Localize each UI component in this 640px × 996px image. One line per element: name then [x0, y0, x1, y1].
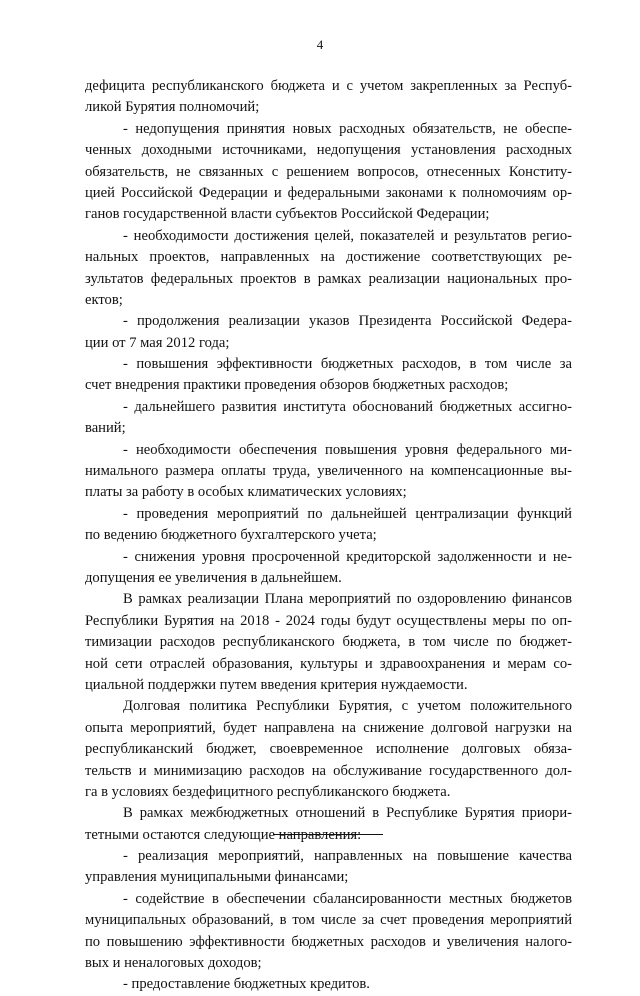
text-line: тетными остаются следующие направления: — [85, 826, 362, 843]
text-line: Республики Бурятия на 2018 - 2024 годы будут осуществлены меры по оп- — [85, 612, 572, 629]
text-line: ликой Бурятия полномочий; — [85, 99, 260, 116]
text-line: - недопущения принятия новых расходных обязательств, не обеспе- — [123, 120, 572, 137]
text-line: допущения ее увеличения в дальнейшем. — [85, 569, 342, 586]
end-rule — [273, 834, 383, 835]
text-line: обязательств, не связанных с решением вопросов, отнесенных Конститу- — [85, 163, 572, 180]
text-line: В рамках межбюджетных отношений в Республике Бурятия приори- — [123, 805, 572, 822]
text-line: ции от 7 мая 2012 года; — [85, 334, 230, 351]
text-line: цией Российской Федерации и федеральными законами к полномочиям ор- — [85, 184, 572, 201]
text-line: - содействие в обеспечении сбалансированности местных бюджетов — [123, 890, 572, 907]
text-line: вых и неналоговых доходов; — [85, 955, 262, 972]
text-line: - повышения эффективности бюджетных расходов, в том числе за — [123, 356, 572, 373]
text-line: платы за работу в особых климатических условиях; — [85, 484, 407, 501]
text-line: по повышению эффективности бюджетных расходов и увеличения налого- — [85, 933, 572, 950]
text-line: ектов; — [85, 291, 123, 308]
text-line: ваний; — [85, 420, 126, 437]
text-line: нимального размера оплаты труда, увеличенного на компенсационные вы- — [85, 463, 572, 480]
text-line: га в условиях бездефицитного республиканского бюджета. — [85, 783, 451, 800]
document-body — [85, 76, 572, 996]
text-line: - реализация мероприятий, направленных на повышение качества — [123, 848, 572, 865]
text-line: муниципальных образований, в том числе за счет проведения мероприятий — [85, 912, 572, 929]
text-line: ганов государственной власти субъектов Российской Федерации; — [85, 206, 490, 223]
text-line: - продолжения реализации указов Президента Российской Федера- — [123, 313, 572, 330]
text-line: - проведения мероприятий по дальнейшей централизации функций — [123, 505, 572, 522]
text-line: управления муниципальными финансами; — [85, 869, 349, 886]
text-line: - необходимости достижения целей, показателей и результатов регио- — [123, 227, 572, 244]
text-line: дефицита республиканского бюджета и с учетом закрепленных за Респуб- — [85, 78, 572, 94]
text-line: тимизации расходов республиканского бюджета, в том числе по бюджет- — [85, 634, 572, 651]
text-line: циальной поддержки путем введения критерия нуждаемости. — [85, 676, 468, 693]
text-line: нальных проектов, направленных на достижение соответствующих ре- — [85, 249, 572, 266]
text-line: - необходимости обеспечения повышения уровня федерального ми- — [123, 441, 572, 458]
text-line: В рамках реализации Плана мероприятий по оздоровлению финансов — [123, 591, 572, 608]
text-line: счет внедрения практики проведения обзоров бюджетных расходов; — [85, 377, 509, 394]
page-number: 4 — [316, 37, 324, 52]
text-line: ной сети отраслей образования, культуры и здравоохранения и мерам со- — [85, 655, 572, 672]
text-line: опыта мероприятий, будет направлена на снижение долговой нагрузки на — [85, 719, 572, 736]
text-line: по ведению бюджетного бухгалтерского учета; — [85, 527, 377, 544]
text-line: - дальнейшего развития института обоснований бюджетных ассигно- — [123, 398, 572, 415]
text-line: - снижения уровня просроченной кредиторской задолженности и не- — [123, 548, 572, 565]
text-line: республиканский бюджет, своевременное исполнение долговых обяза- — [85, 741, 572, 758]
text-line: - предоставление бюджетных кредитов. — [123, 976, 370, 993]
text-line: тельств и минимизацию расходов на обслуживание государственного дол- — [85, 762, 572, 779]
text-line: Долговая политика Республики Бурятия, с учетом положительного — [123, 698, 572, 715]
text-line: зультатов федеральных проектов в рамках реализации национальных про- — [85, 270, 572, 287]
text-line: ченных доходными источниками, недопущения установления расходных — [85, 142, 572, 159]
